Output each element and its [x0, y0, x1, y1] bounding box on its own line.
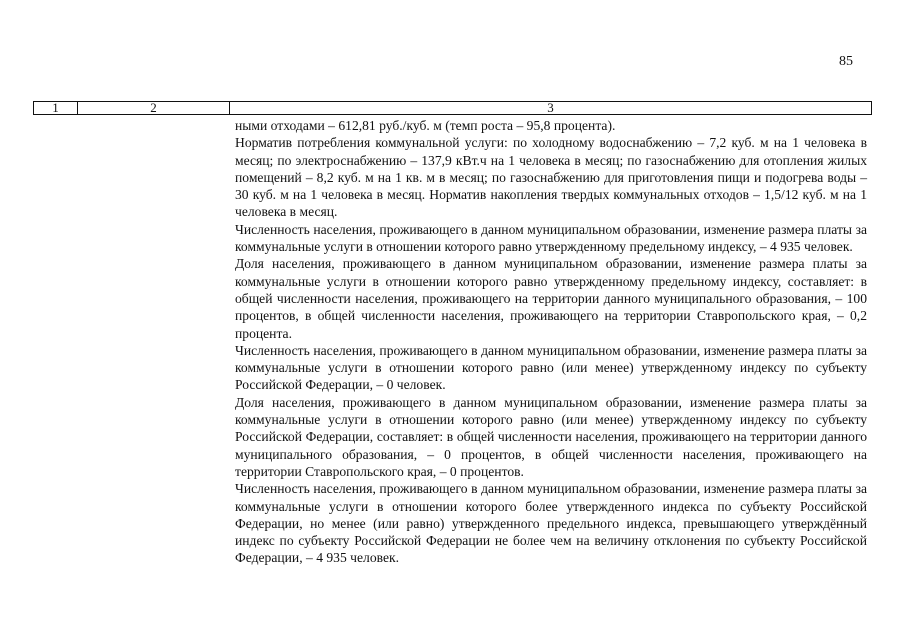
paragraph-population-above-index: Численность населения, проживающего в данном муниципальном образовании, изменение размера платы за коммунальные услуги в отношении которого более утвержденного индекса по субъекту Российской Федерации, но менее (или равно) утвержденного предельного индекса, превышающего утверждённый индекс по субъекту Российской Федерации не более чем на величину отклонения по субъекту Российской Федерации, – 4 935 человек. [235, 481, 867, 566]
column-header-row [34, 102, 872, 115]
column-number-3: 3 [230, 102, 872, 115]
paragraph-population-below-index: Численность населения, проживающего в данном муниципальном образовании, изменение размера платы за коммунальные услуги в отношении которого равно (или менее) утвержденному индексу по субъекту Российской Федерации, – 0 человек. [235, 342, 867, 393]
paragraph-population-at-limit: Численность населения, проживающего в данном муниципальном образовании, изменение размера платы за коммунальные услуги в отношении которого равно утвержденному предельному индексу, – 4 935 человек. [235, 221, 867, 255]
paragraph-consumption-norms: Норматив потребления коммунальной услуги: по холодному водоснабжению – 7,2 куб. м на 1 человека в месяц; по электроснабжению – 137,9 кВт.ч на 1 человека в месяц; по газоснабжению для отопления жилых помещений – 8,2 куб. м на 1 кв. м в месяц; по газоснабжению для приготовления пищи и подогрева воды – 30 куб. м на 1 человека в месяц. Норматив накопления твердых коммунальных отходов – 1,5/12 куб. м на 1 человека в месяц. [235, 135, 867, 220]
column-header-table [33, 101, 872, 115]
paragraph-share-below-index: Доля населения, проживающего в данном муниципальном образовании, изменение размера платы за коммунальные услуги в отношении которого равно (или менее) утвержденному индексу по субъекту Российской Федерации, составляет: в общей численности населения, проживающего на территории данного муниципального образования, – 0 процентов, в общей численности населения, проживающего на территории Ставропольского края, – 0 процентов. [235, 394, 867, 479]
document-body [235, 117, 867, 567]
paragraph-share-at-limit: Доля населения, проживающего в данном муниципальном образовании, изменение размера платы за коммунальные услуги в отношении которого равно утвержденному предельному индексу, составляет: в общей численности населения, проживающего на территории данного муниципального образования, – 100 процентов, в общей численности населения, проживающего на территории Ставропольского края, – 0,2 процента. [235, 256, 867, 341]
column-number-1: 1 [34, 102, 78, 115]
column-number-2: 2 [78, 102, 230, 115]
paragraph-continuation: ными отходами – 612,81 руб./куб. м (темп роста – 95,8 процента). [235, 118, 616, 133]
page-number: 85 [839, 54, 853, 69]
